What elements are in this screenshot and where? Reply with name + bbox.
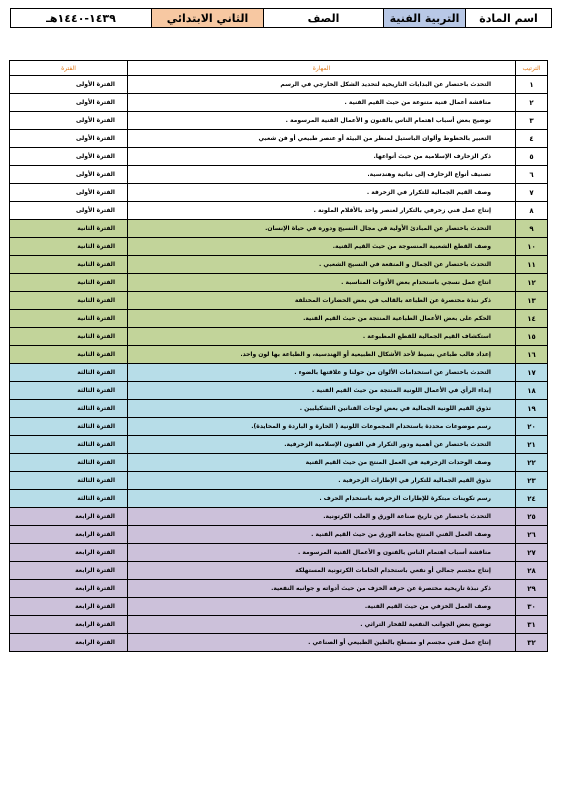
row-number: ١٥ bbox=[516, 328, 548, 346]
row-number: ٢٤ bbox=[516, 490, 548, 508]
row-number: ١٦ bbox=[516, 346, 548, 364]
row-period: الفترة الأولى bbox=[10, 130, 128, 148]
row-number: ٧ bbox=[516, 184, 548, 202]
row-period: الفترة الرابعة bbox=[10, 526, 128, 544]
row-period: الفترة الرابعة bbox=[10, 544, 128, 562]
row-period: الفترة الثالثة bbox=[10, 472, 128, 490]
row-skill: استكشاف القيم الجمالية للقطع المطبوعة . bbox=[128, 328, 516, 346]
row-period: الفترة الثانية bbox=[10, 238, 128, 256]
row-number: ٢٣ bbox=[516, 472, 548, 490]
row-period: الفترة الثالثة bbox=[10, 436, 128, 454]
grade-value: الثاني الابتدائي bbox=[152, 9, 264, 28]
row-skill: مناقشة أسباب اهتمام الناس بالفنون و الأعمال الفنية المرسومة . bbox=[128, 544, 516, 562]
row-number: ٣ bbox=[516, 112, 548, 130]
row-skill: ذكر الزخارف الإسلامية من حيث أنواعها. bbox=[128, 148, 516, 166]
row-number: ١٧ bbox=[516, 364, 548, 382]
row-number: ٦ bbox=[516, 166, 548, 184]
row-skill: تذوق القيم الجمالية للتكرار في الإطارات الزخرفية . bbox=[128, 472, 516, 490]
header-table bbox=[10, 8, 552, 28]
row-skill: رسم موضوعات محددة باستخدام المجموعات اللونية ( الحارة و الباردة و المحايدة). bbox=[128, 418, 516, 436]
row-period: الفترة الرابعة bbox=[10, 598, 128, 616]
row-number: ٨ bbox=[516, 202, 548, 220]
row-number: ٢٩ bbox=[516, 580, 548, 598]
row-skill: التحدث باختصار عن تاريخ صناعة الورق و العلب الكرتونية. bbox=[128, 508, 516, 526]
table-row bbox=[10, 148, 548, 166]
row-number: ٤ bbox=[516, 130, 548, 148]
table-row bbox=[10, 526, 548, 544]
table-body bbox=[10, 76, 548, 652]
row-skill: وصف العمل الخزفي من حيث القيم الفنية. bbox=[128, 598, 516, 616]
table-row bbox=[10, 562, 548, 580]
row-number: ٣٢ bbox=[516, 634, 548, 652]
row-skill: إنتاج عمل فني مجسم او مسطح بالطين الطبيعي أو الصناعي . bbox=[128, 634, 516, 652]
row-skill: التحدث باختصار عن استخدامات الألوان من حولنا و علاقتها بالضوء . bbox=[128, 364, 516, 382]
row-number: ٣٠ bbox=[516, 598, 548, 616]
row-number: ٥ bbox=[516, 148, 548, 166]
row-period: الفترة الثالثة bbox=[10, 490, 128, 508]
row-number: ١ bbox=[516, 76, 548, 94]
row-skill: توضيح بعض أسباب اهتمام الناس بالفنون و الأعمال الفنية المرسومة . bbox=[128, 112, 516, 130]
row-skill: إبداء الرأي في الأعمال اللونية المنتجة من حيث القيم الفنية . bbox=[128, 382, 516, 400]
row-number: ٣١ bbox=[516, 616, 548, 634]
row-skill: وصف العمل الفني المنتج بخامة الورق من حيث القيم الفنية . bbox=[128, 526, 516, 544]
row-period: الفترة الأولى bbox=[10, 184, 128, 202]
table-row bbox=[10, 184, 548, 202]
table-row bbox=[10, 598, 548, 616]
row-number: ١٠ bbox=[516, 238, 548, 256]
row-number: ٩ bbox=[516, 220, 548, 238]
row-period: الفترة الرابعة bbox=[10, 508, 128, 526]
row-period: الفترة الثالثة bbox=[10, 382, 128, 400]
row-number: ٢٦ bbox=[516, 526, 548, 544]
row-skill: رسم تكوينات مبتكرة للإطارات الزخرفية باستخدام الحرف . bbox=[128, 490, 516, 508]
table-row bbox=[10, 166, 548, 184]
row-number: ٢٧ bbox=[516, 544, 548, 562]
table-row bbox=[10, 256, 548, 274]
row-skill: التحدث باختصار عن الجمال و المنفعة في النسيج الشعبي . bbox=[128, 256, 516, 274]
row-period: الفترة الثالثة bbox=[10, 454, 128, 472]
row-skill: إعداد قالب طباعي بسيط لأحد الأشكال الطبيعية أو الهندسية، و الطباعة بها لون واحد. bbox=[128, 346, 516, 364]
row-number: ١١ bbox=[516, 256, 548, 274]
row-period: الفترة الثالثة bbox=[10, 364, 128, 382]
row-skill: ذكر نبذة تاريخية مختصرة عن حرفة الخزف من حيث أدواته و جوانبه النفعية. bbox=[128, 580, 516, 598]
table-row bbox=[10, 634, 548, 652]
row-period: الفترة الرابعة bbox=[10, 580, 128, 598]
row-number: ٢ bbox=[516, 94, 548, 112]
row-skill: توضيح بعض الجوانب النفعية للفخار التراثي . bbox=[128, 616, 516, 634]
row-period: الفترة الأولى bbox=[10, 202, 128, 220]
grade-label: الصف bbox=[264, 9, 384, 28]
table-row bbox=[10, 454, 548, 472]
table-row bbox=[10, 490, 548, 508]
row-period: الفترة الرابعة bbox=[10, 616, 128, 634]
row-period: الفترة الأولى bbox=[10, 94, 128, 112]
row-period: الفترة الثانية bbox=[10, 310, 128, 328]
subject-value: التربية الفنية bbox=[384, 9, 466, 28]
table-row bbox=[10, 400, 548, 418]
row-number: ١٢ bbox=[516, 274, 548, 292]
table-row bbox=[10, 364, 548, 382]
table-row bbox=[10, 238, 548, 256]
row-period: الفترة الرابعة bbox=[10, 634, 128, 652]
academic-year: ١٤٣٩-١٤٤٠هـ bbox=[11, 9, 152, 28]
row-number: ٢٥ bbox=[516, 508, 548, 526]
table-row bbox=[10, 418, 548, 436]
table-row bbox=[10, 472, 548, 490]
column-header-period: الفترة bbox=[10, 61, 128, 76]
row-skill: إنتاج عمل فني زخرفي بالتكرار لعنصر واحد بالأقلام الملونة . bbox=[128, 202, 516, 220]
table-row bbox=[10, 382, 548, 400]
table-row bbox=[10, 292, 548, 310]
row-number: ١٤ bbox=[516, 310, 548, 328]
table-row bbox=[10, 328, 548, 346]
row-number: ١٣ bbox=[516, 292, 548, 310]
table-row bbox=[10, 130, 548, 148]
row-skill: وصف القطع الشعبية المنسوجة من حيث القيم الفنية. bbox=[128, 238, 516, 256]
row-skill: إنتاج مجسم جمالي أو نفعي باستخدام الخامات الكرتونية المستهلكة bbox=[128, 562, 516, 580]
subject-label: اسم المادة bbox=[466, 9, 552, 28]
table-row bbox=[10, 544, 548, 562]
row-skill: الحكم على بعض الأعمال الطباعية المنتجة من حيث القيم الفنية. bbox=[128, 310, 516, 328]
table-row bbox=[10, 346, 548, 364]
column-header-skill: المهارة bbox=[128, 61, 516, 76]
row-skill: وصف الوحدات الزخرفية في العمل المنتج من حيث القيم الفنية bbox=[128, 454, 516, 472]
row-skill: التعبير بالخطوط وألوان الباستيل لمنظر من البيئة أو عنصر طبيعي أو فن شعبي bbox=[128, 130, 516, 148]
row-period: الفترة الثالثة bbox=[10, 418, 128, 436]
row-period: الفترة الأولى bbox=[10, 148, 128, 166]
table-header-row bbox=[10, 61, 548, 76]
table-row bbox=[10, 220, 548, 238]
row-skill: وصف القيم الجمالية للتكرار في الزخرفة . bbox=[128, 184, 516, 202]
row-number: ٢٢ bbox=[516, 454, 548, 472]
table-row bbox=[10, 616, 548, 634]
row-period: الفترة الأولى bbox=[10, 112, 128, 130]
row-number: ٢٠ bbox=[516, 418, 548, 436]
row-skill: التحدث باختصار عن المبادئ الأولية في مجال النسيج ودوره في حياة الإنسان. bbox=[128, 220, 516, 238]
column-header-order: الترتيب bbox=[516, 61, 548, 76]
table-row bbox=[10, 112, 548, 130]
table-row bbox=[10, 202, 548, 220]
row-number: ٢٨ bbox=[516, 562, 548, 580]
table-row bbox=[10, 436, 548, 454]
row-skill: التحدث باختصار عن البدايات التاريخية لتحديد الشكل الخارجي في الرسم bbox=[128, 76, 516, 94]
skills-table bbox=[9, 60, 548, 652]
table-row bbox=[10, 274, 548, 292]
table-row bbox=[10, 310, 548, 328]
row-period: الفترة الثانية bbox=[10, 328, 128, 346]
row-number: ١٩ bbox=[516, 400, 548, 418]
row-skill: تذوق القيم اللونية الجمالية في بعض لوحات الفنانين التشكيليين . bbox=[128, 400, 516, 418]
header-row bbox=[11, 9, 552, 28]
row-period: الفترة الثانية bbox=[10, 292, 128, 310]
row-skill: التحدث باختصار عن أهمية ودور التكرار في الفنون الإسلامية الزخرفية. bbox=[128, 436, 516, 454]
row-skill: تصنيف أنواع الزخارف إلى نباتية وهندسية. bbox=[128, 166, 516, 184]
row-skill: مناقشة أعمال فنية متنوعة من حيث القيم الفنية . bbox=[128, 94, 516, 112]
table-row bbox=[10, 508, 548, 526]
row-number: ٢١ bbox=[516, 436, 548, 454]
row-period: الفترة الثالثة bbox=[10, 400, 128, 418]
table-row bbox=[10, 94, 548, 112]
row-number: ١٨ bbox=[516, 382, 548, 400]
table-row bbox=[10, 76, 548, 94]
row-period: الفترة الأولى bbox=[10, 76, 128, 94]
row-period: الفترة الثانية bbox=[10, 220, 128, 238]
row-skill: ذكر نبذة مختصرة عن الطباعة بالقالب في بعض الحضارات المختلفة bbox=[128, 292, 516, 310]
row-period: الفترة الثانية bbox=[10, 346, 128, 364]
row-skill: انتاج عمل نسجي باستخدام بعض الأدوات المناسبة . bbox=[128, 274, 516, 292]
row-period: الفترة الثانية bbox=[10, 274, 128, 292]
table-row bbox=[10, 580, 548, 598]
row-period: الفترة الرابعة bbox=[10, 562, 128, 580]
row-period: الفترة الأولى bbox=[10, 166, 128, 184]
row-period: الفترة الثانية bbox=[10, 256, 128, 274]
